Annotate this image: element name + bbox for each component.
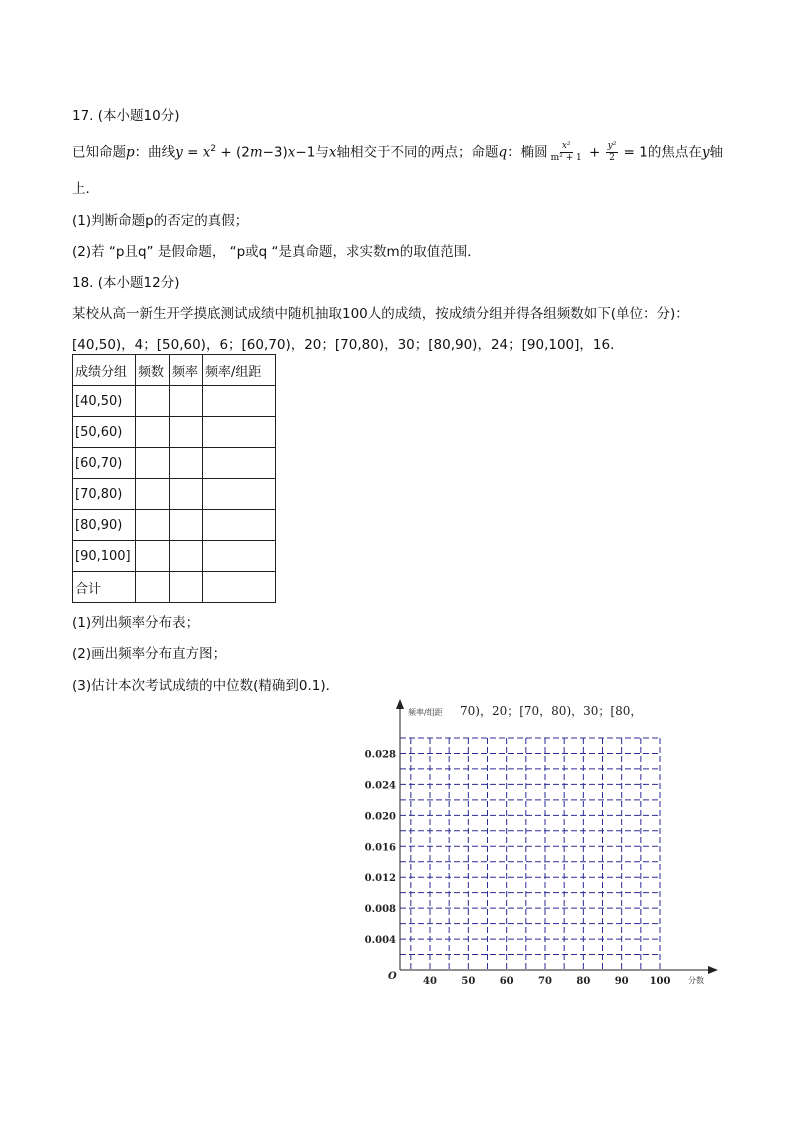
table-cell <box>170 386 203 417</box>
table-cell <box>136 572 170 603</box>
table-cell <box>170 541 203 572</box>
table-cell <box>136 417 170 448</box>
x-tick-label: 40 <box>423 976 437 987</box>
table-cell: [80,90) <box>73 510 136 541</box>
text: 轴相交于不同的两点；命题 <box>336 144 499 161</box>
table-row <box>73 541 276 572</box>
x-axis-arrow <box>708 966 718 974</box>
var-q: q <box>498 144 508 161</box>
y-axis-arrow <box>396 699 404 709</box>
table-row <box>73 448 276 479</box>
y-tick-label: 0.020 <box>364 811 396 823</box>
q17-sub1: (1)判断命题p的否定的真假； <box>72 213 249 229</box>
var-x: x <box>287 144 296 161</box>
table-cell <box>203 541 276 572</box>
q18-sub2: (2)画出频率分布直方图； <box>72 646 227 662</box>
table-header-cell: 成绩分组 <box>73 355 136 386</box>
table-header-cell: 频率 <box>170 355 203 386</box>
numerator: x² <box>561 141 571 151</box>
q18-sub3: (3)估计本次考试成绩的中位数(精确到0.1)． <box>72 678 340 694</box>
table-cell <box>170 510 203 541</box>
q17-header: 17. (本小题10分) <box>72 108 180 124</box>
table-cell: [50,60) <box>73 417 136 448</box>
var-m: m <box>249 144 263 161</box>
table-cell <box>170 479 203 510</box>
table-cell: 合计 <box>73 572 136 603</box>
y-tick-label: 0.008 <box>364 904 396 916</box>
denominator: m² + 1 <box>550 153 582 163</box>
var-y: y <box>175 144 183 161</box>
denominator: 2 <box>609 153 615 163</box>
table-row <box>73 510 276 541</box>
text: 已知命题 <box>72 144 126 161</box>
x-tick-label: 80 <box>576 976 591 987</box>
x-tick-label: 90 <box>614 976 629 987</box>
q17-line2: 上． <box>72 181 99 197</box>
y-axis-label: 频率/组距 <box>408 708 443 717</box>
var-x: x <box>328 144 337 161</box>
var-y: y <box>701 144 710 161</box>
table-cell <box>203 448 276 479</box>
text: −3) <box>262 144 288 161</box>
text: = 1的焦点在 <box>619 144 702 161</box>
x-tick-label: 50 <box>461 976 476 987</box>
x-tick-label: 70 <box>538 976 552 987</box>
text: −1与 <box>295 144 329 161</box>
overlay-text: 70)，20；[70，80)，30；[80， <box>460 704 643 718</box>
table-row <box>73 479 276 510</box>
text: 轴 <box>709 144 723 161</box>
q18-sub1: (1)列出频率分布表； <box>72 615 200 631</box>
table-cell <box>203 386 276 417</box>
y-tick-label: 0.024 <box>364 780 396 792</box>
y-tick-label: 0.016 <box>364 842 396 854</box>
table-header-cell: 频率/组距 <box>203 355 276 386</box>
grid-vertical-lines <box>411 738 660 970</box>
table-cell <box>203 417 276 448</box>
x-tick-labels <box>423 976 670 987</box>
q18-intro: 某校从高一新生开学摸底测试成绩中随机抽取100人的成绩，按成绩分组并得各组频数如下(单位：分)： <box>72 306 689 322</box>
table-cell <box>136 479 170 510</box>
grid-horizontal-lines <box>400 738 660 955</box>
q17-sub2: (2)若 “p且q” 是假命题， “p或q “是真命题，求实数m的取值范围． <box>72 244 481 260</box>
text: = <box>182 144 203 161</box>
table-cell <box>136 510 170 541</box>
text: ：曲线 <box>134 144 176 161</box>
table-cell <box>170 417 203 448</box>
var-x: x <box>202 144 211 161</box>
table-cell <box>203 479 276 510</box>
x-axis-label: 分数 <box>688 976 704 985</box>
table-cell: [40,50) <box>73 386 136 417</box>
x-tick-label: 100 <box>649 976 671 987</box>
table-cell <box>170 448 203 479</box>
y-tick-label: 0.028 <box>364 749 396 761</box>
histogram-grid <box>360 695 730 995</box>
y-tick-label: 0.012 <box>364 873 396 885</box>
var-p: p <box>126 144 135 161</box>
numerator: y² <box>607 141 617 151</box>
y-tick-label: 0.004 <box>364 935 396 947</box>
q18-groups: [40,50)，4；[50,60)，6；[60,70)，20；[70,80)，30；[80,90)，24；[90,100]，16． <box>72 337 624 353</box>
text: + (2 <box>216 144 250 161</box>
table-header-cell: 频数 <box>136 355 170 386</box>
fraction-x2 <box>549 141 584 164</box>
x-tick-label: 60 <box>499 976 514 987</box>
table-cell: [60,70) <box>73 448 136 479</box>
table-cell <box>203 572 276 603</box>
table-cell <box>203 510 276 541</box>
table-cell <box>170 572 203 603</box>
q18-header: 18. (本小题12分) <box>72 275 180 291</box>
table-row <box>73 417 276 448</box>
frequency-table <box>72 354 276 603</box>
text: + <box>584 144 605 161</box>
table-cell <box>136 386 170 417</box>
table-cell: [90,100] <box>73 541 136 572</box>
y-tick-labels <box>365 749 396 946</box>
table-cell: [70,80) <box>73 479 136 510</box>
exponent: 2 <box>210 144 217 154</box>
text: ：椭圆 <box>507 144 548 161</box>
origin-label: O <box>388 971 397 982</box>
table-cell <box>136 541 170 572</box>
table-cell <box>136 448 170 479</box>
q17-statement <box>72 136 723 166</box>
table-header-row <box>73 355 276 386</box>
table-row <box>73 572 276 603</box>
table-row <box>73 386 276 417</box>
fraction-y2 <box>606 141 619 164</box>
